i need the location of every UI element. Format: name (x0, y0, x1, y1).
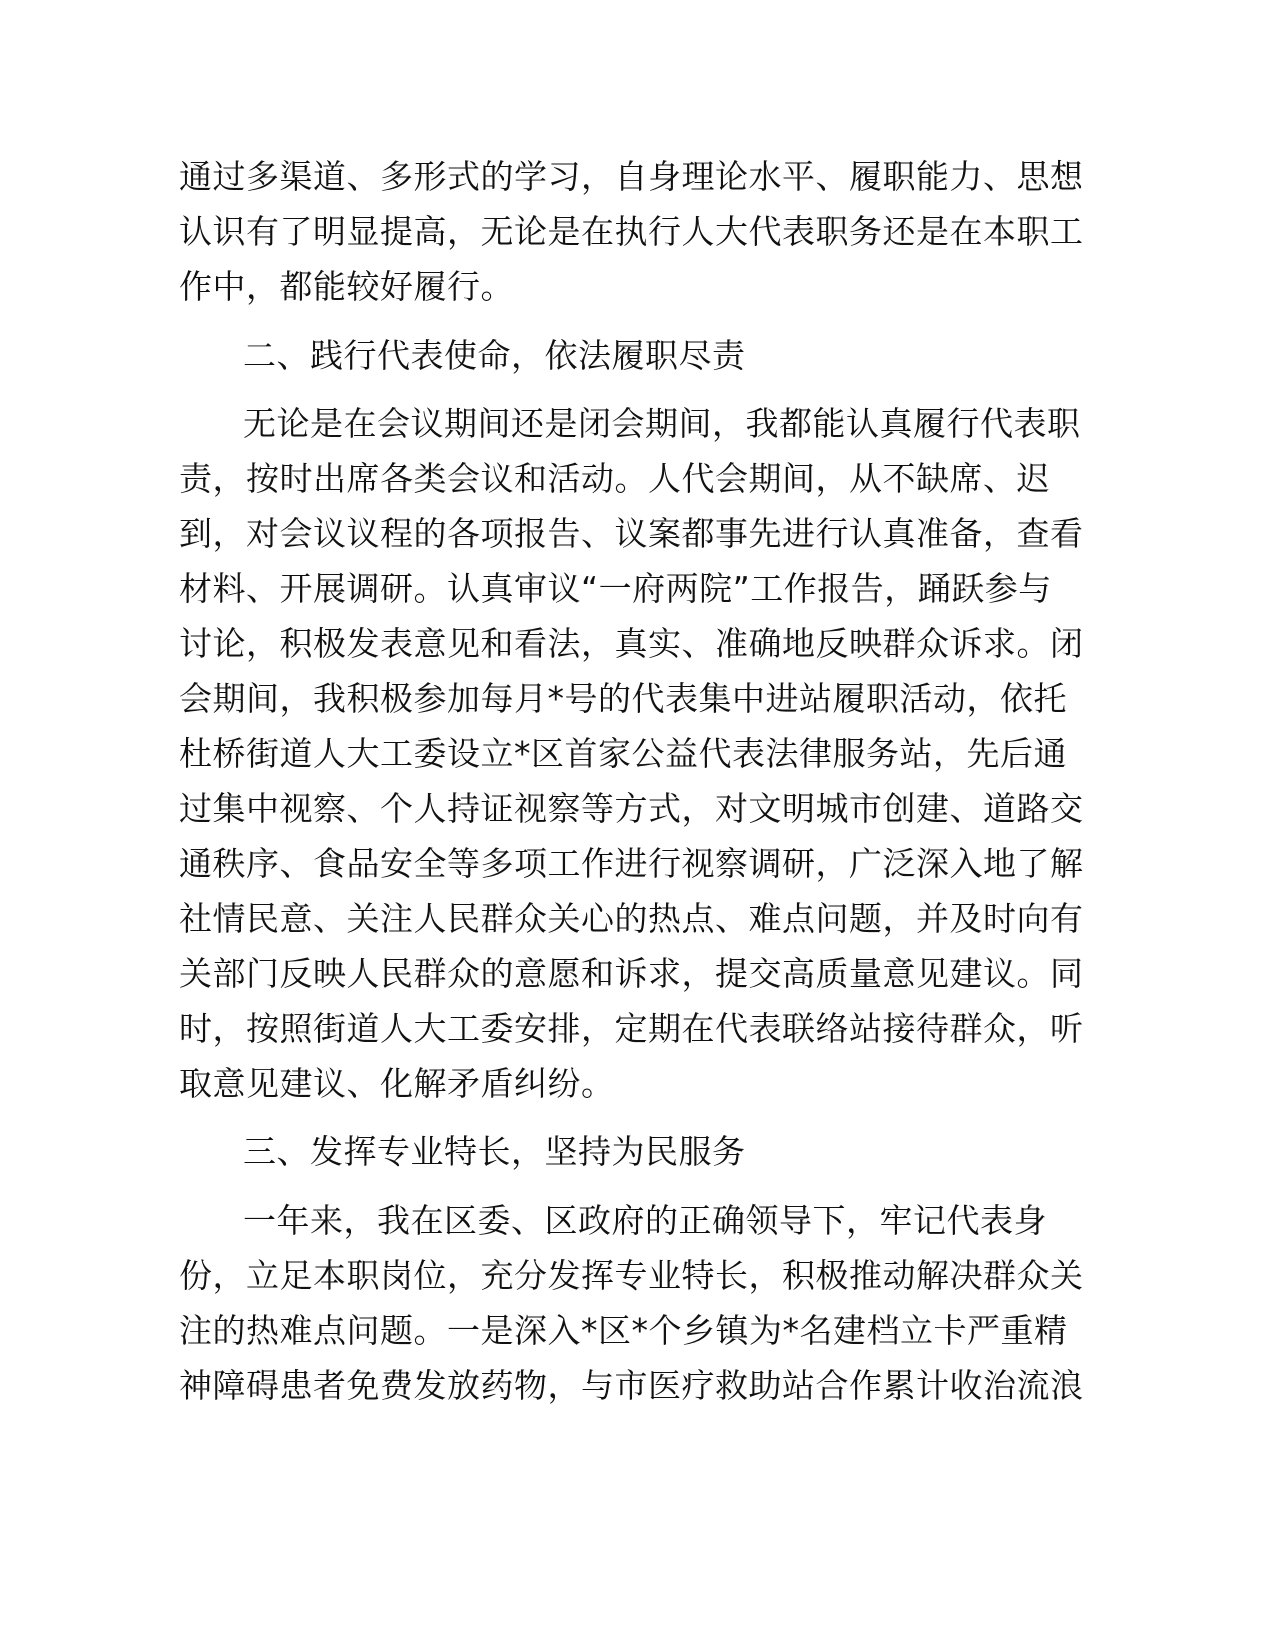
text-line-2 (0, 206, 1275, 258)
text-line-8-content: 材料、开展调研。认真审议“一府两院”工作报告，踊跃参与 (179, 569, 1052, 608)
text-line-11-content: 杜桥街道人大工委设立*区首家公益代表法律服务站，先后通 (179, 734, 1067, 773)
text-line-2-content: 认识有了明显提高，无论是在执行人大代表职务还是在本职工 (179, 212, 1084, 251)
text-line-9-content: 讨论，积极发表意见和看法，真实、准确地反映群众诉求。闭 (179, 624, 1084, 663)
text-line-22 (0, 1360, 1275, 1412)
text-line-19-content: 一年来，我在区委、区政府的正确领导下，牢记代表身 (243, 1201, 1047, 1240)
text-line-9 (0, 618, 1275, 670)
text-line-16-content: 时，按照街道人大工委安排，定期在代表联络站接待群众，听 (179, 1009, 1084, 1048)
text-line-21-content: 注的热难点问题。一是深入*区*个乡镇为*名建档立卡严重精 (179, 1311, 1068, 1350)
section-heading-3 (0, 1126, 1275, 1178)
text-line-13-content: 通秩序、食品安全等多项工作进行视察调研，广泛深入地了解 (179, 844, 1084, 883)
section-heading-2 (0, 330, 1275, 382)
section-heading-3-text: 三、发挥专业特长，坚持为民服务 (243, 1132, 746, 1171)
text-line-6 (0, 453, 1275, 505)
text-line-1-content: 通过多渠道、多形式的学习，自身理论水平、履职能力、思想 (179, 157, 1084, 196)
text-line-1 (0, 151, 1275, 203)
section-heading-2-text: 二、践行代表使命，依法履职尽责 (243, 336, 746, 375)
text-line-8 (0, 563, 1275, 615)
text-line-10 (0, 673, 1275, 725)
text-line-17 (0, 1058, 1275, 1110)
text-line-17-content: 取意见建议、化解矛盾纠纷。 (179, 1064, 615, 1103)
text-line-15 (0, 948, 1275, 1000)
text-line-7 (0, 508, 1275, 560)
text-line-15-content: 关部门反映人民群众的意愿和诉求，提交高质量意见建议。同 (179, 954, 1084, 993)
text-line-14 (0, 893, 1275, 945)
text-line-10-content: 会期间，我积极参加每月*号的代表集中进站履职活动，依托 (179, 679, 1067, 718)
text-line-19 (0, 1195, 1275, 1247)
text-line-12-content: 过集中视察、个人持证视察等方式，对文明城市创建、道路交 (179, 789, 1084, 828)
text-line-3-content: 作中，都能较好履行。 (179, 267, 514, 306)
text-line-16 (0, 1003, 1275, 1055)
text-line-7-content: 到，对会议议程的各项报告、议案都事先进行认真准备，查看 (179, 514, 1084, 553)
text-line-5-content: 无论是在会议期间还是闭会期间，我都能认真履行代表职 (243, 404, 1081, 443)
text-line-21 (0, 1305, 1275, 1357)
text-line-12 (0, 783, 1275, 835)
text-line-11 (0, 728, 1275, 780)
text-line-3 (0, 261, 1275, 313)
text-line-20 (0, 1250, 1275, 1302)
text-line-20-content: 份，立足本职岗位，充分发挥专业特长，积极推动解决群众关 (179, 1256, 1084, 1295)
text-line-13 (0, 838, 1275, 890)
text-line-14-content: 社情民意、关注人民群众关心的热点、难点问题，并及时向有 (179, 899, 1084, 938)
text-line-5 (0, 398, 1275, 450)
text-line-22-content: 神障碍患者免费发放药物，与市医疗救助站合作累计收治流浪 (179, 1366, 1084, 1405)
text-line-6-content: 责，按时出席各类会议和活动。人代会期间，从不缺席、迟 (179, 459, 1050, 498)
